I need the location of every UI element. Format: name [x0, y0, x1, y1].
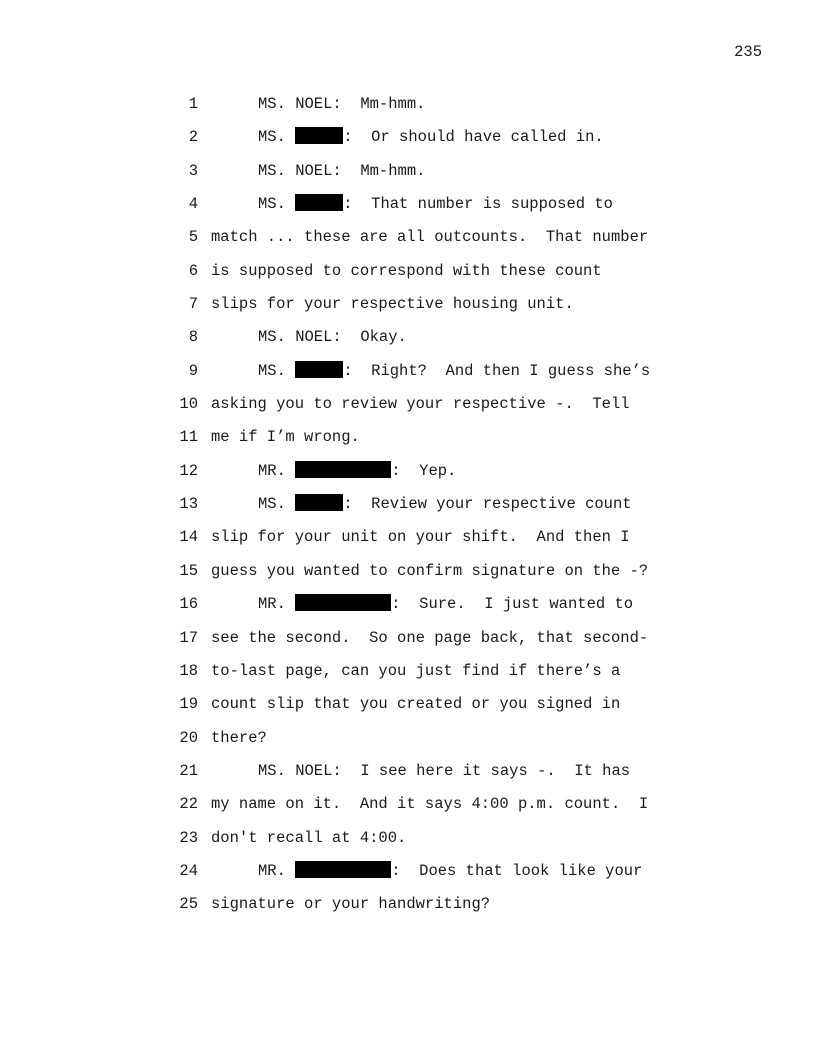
line-number: 8 — [188, 328, 198, 347]
line-number: 1 — [188, 95, 198, 113]
spoken-text: don't recall at 4:00. — [211, 828, 407, 847]
speaker-label: MS. NOEL: — [258, 161, 342, 180]
spoken-text: I see here it says -. It has — [360, 761, 631, 780]
spoken-text: Review your respective count — [371, 495, 632, 514]
speaker-colon: : — [343, 128, 353, 147]
transcript-line — [0, 161, 816, 194]
transcript-line — [0, 561, 816, 594]
transcript-line — [0, 327, 816, 360]
transcript-line — [0, 728, 816, 761]
line-text — [211, 794, 648, 814]
speaker-label: MR. — [258, 861, 286, 880]
spoken-text: slip for your unit on your shift. And then I — [211, 528, 630, 547]
transcript-line — [0, 761, 816, 794]
line-text — [258, 361, 650, 381]
spoken-text: me if I’m wrong. — [211, 428, 360, 447]
transcript-line — [0, 894, 816, 927]
transcript-line — [0, 828, 816, 861]
redaction-box — [295, 861, 391, 878]
line-number: 25 — [179, 895, 198, 914]
transcript-line — [0, 127, 816, 160]
transcript-line — [0, 594, 816, 627]
transcript-line — [0, 261, 816, 294]
line-text — [258, 594, 633, 614]
spoken-text: Does that look like your — [419, 861, 643, 880]
line-text — [258, 761, 630, 781]
line-text — [258, 161, 425, 181]
line-number: 21 — [179, 761, 198, 780]
speaker-colon: : — [391, 461, 401, 480]
transcript-line — [0, 628, 816, 661]
transcript-line — [0, 861, 816, 894]
speaker-colon: : — [343, 495, 353, 514]
line-number: 17 — [179, 628, 198, 647]
speaker-label: MS. — [258, 361, 286, 380]
line-text — [258, 461, 456, 481]
transcript-line — [0, 361, 816, 394]
transcript-line — [0, 527, 816, 560]
spoken-text: Sure. I just wanted to — [419, 595, 634, 614]
speaker-label: MS. NOEL: — [258, 761, 342, 780]
redaction-box — [295, 127, 343, 144]
line-text — [211, 394, 630, 414]
line-text — [258, 327, 407, 347]
spoken-text: my name on it. And it says 4:00 p.m. count. I — [211, 795, 649, 814]
spoken-text: Mm-hmm. — [360, 161, 426, 180]
spoken-text: Right? And then I guess she’s — [371, 361, 651, 380]
transcript-line — [0, 427, 816, 460]
line-text — [211, 294, 574, 314]
speaker-colon: : — [343, 195, 353, 214]
transcript-lines — [0, 94, 816, 928]
line-number: 19 — [179, 695, 198, 714]
line-text — [258, 194, 613, 214]
line-text — [258, 94, 425, 114]
spoken-text: count slip that you created or you signed in — [211, 695, 621, 714]
spoken-text: guess you wanted to confirm signature on the -? — [211, 561, 649, 580]
spoken-text: Or should have called in. — [371, 128, 604, 147]
speaker-label: MS. — [258, 128, 286, 147]
line-text — [211, 728, 267, 748]
line-number: 18 — [179, 661, 198, 680]
speaker-label: MS. — [258, 195, 286, 214]
spoken-text: signature or your handwriting? — [211, 895, 491, 914]
line-number: 11 — [179, 428, 198, 447]
line-text — [211, 227, 648, 247]
line-number: 6 — [188, 261, 198, 280]
line-number: 20 — [179, 728, 198, 747]
line-text — [211, 527, 630, 547]
line-number: 4 — [188, 195, 198, 214]
transcript-line — [0, 94, 816, 127]
line-text — [211, 828, 406, 848]
line-number: 23 — [179, 828, 198, 847]
speaker-colon: : — [343, 361, 353, 380]
line-text — [211, 661, 620, 681]
line-number: 24 — [179, 861, 198, 880]
spoken-text: asking you to review your respective -. Tell — [211, 395, 630, 414]
transcript-line — [0, 694, 816, 727]
speaker-label: MS. NOEL: — [258, 95, 342, 113]
transcript-line — [0, 394, 816, 427]
transcript-line — [0, 494, 816, 527]
transcript-line — [0, 794, 816, 827]
redaction-box — [295, 194, 343, 211]
line-number: 12 — [179, 461, 198, 480]
speaker-colon: : — [391, 595, 401, 614]
line-number: 3 — [188, 161, 198, 180]
spoken-text: see the second. So one page back, that second- — [211, 628, 649, 647]
line-number: 16 — [179, 595, 198, 614]
line-text — [211, 261, 602, 281]
redaction-box — [295, 461, 391, 478]
transcript-line — [0, 294, 816, 327]
speaker-label: MR. — [258, 595, 286, 614]
redaction-box — [295, 361, 343, 378]
line-text — [211, 427, 360, 447]
spoken-text: match ... these are all outcounts. That number — [211, 228, 649, 247]
redaction-box — [295, 594, 391, 611]
spoken-text: to-last page, can you just find if there’s a — [211, 661, 621, 680]
page-number: 235 — [734, 43, 762, 61]
redaction-box — [295, 494, 343, 511]
spoken-text: Yep. — [419, 461, 457, 480]
speaker-label: MR. — [258, 461, 286, 480]
transcript-line — [0, 661, 816, 694]
speaker-label: MS. NOEL: — [258, 328, 342, 347]
line-text — [211, 694, 620, 714]
spoken-text: Mm-hmm. — [360, 95, 426, 113]
line-number: 22 — [179, 795, 198, 814]
spoken-text: Okay. — [360, 328, 407, 347]
line-number: 5 — [188, 228, 198, 247]
spoken-text: slips for your respective housing unit. — [211, 295, 574, 314]
line-number: 14 — [179, 528, 198, 547]
transcript-line — [0, 227, 816, 260]
line-number: 9 — [188, 361, 198, 380]
line-number: 7 — [188, 295, 198, 314]
speaker-label: MS. — [258, 495, 286, 514]
line-text — [258, 861, 642, 881]
line-text — [211, 628, 648, 648]
spoken-text: is supposed to correspond with these count — [211, 261, 602, 280]
line-number: 15 — [179, 561, 198, 580]
line-text — [211, 894, 490, 914]
line-text — [211, 561, 648, 581]
spoken-text: there? — [211, 728, 267, 747]
transcript-line — [0, 194, 816, 227]
line-number: 13 — [179, 495, 198, 514]
spoken-text: That number is supposed to — [371, 195, 613, 214]
line-number: 10 — [179, 395, 198, 414]
transcript-line — [0, 461, 816, 494]
line-number: 2 — [188, 128, 198, 147]
line-text — [258, 494, 632, 514]
line-text — [258, 127, 604, 147]
speaker-colon: : — [391, 861, 401, 880]
